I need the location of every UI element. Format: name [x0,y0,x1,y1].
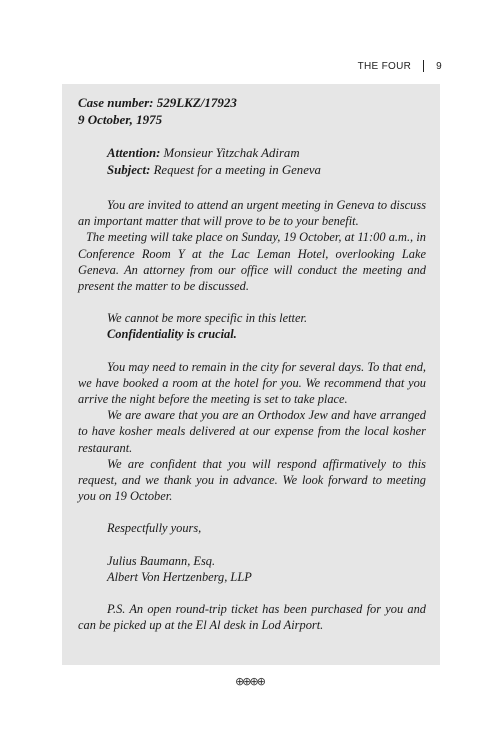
letter-box [62,84,440,665]
letter-date: 9 October, 1975 [78,112,163,127]
paragraph-confidentiality [78,310,426,342]
page-number: 9 [436,60,442,72]
paragraph-invitation [78,197,426,294]
paragraph-invitation-2: The meeting will take place on Sunday, 19 October, at 11:00 a.m., in Conference Room Y at the Lac Leman Hotel, overlooking Lake Geneva. An attorney from our office will conduct the meeting and present the matter to be discussed. [78,230,426,294]
closing: Respectfully yours, [107,521,202,536]
signature-block [78,553,426,585]
attention-block [78,145,426,179]
ornament-glyph-icon: ⊕ [249,675,258,688]
subject-value: Request for a meeting in Geneva [150,163,321,177]
paragraph-logistics-3: We are confident that you will respond affirmatively to this request, and we thank you in advance. We look forward to meeting you on 19 October. [78,456,426,504]
running-head-divider [423,60,424,72]
paragraph-logistics-1: You may need to remain in the city for several days. To that end, we have booked a room at the hotel for you. We recommend that you arrive the night before the meeting is set to take place. [78,359,426,407]
paragraph-logistics-2: We are aware that you are an Orthodox Jew and have arranged to have kosher meals delivered at our expense from the local kosher restaurant. [78,408,426,455]
running-head-title: THE FOUR [357,60,412,72]
ornament-glyph-icon: ⊕ [242,675,251,688]
subject-label: Subject: [107,163,151,177]
confidentiality-sentence: We cannot be more specific in this letter. [107,311,308,326]
signer-firm: Albert Von Hertzenberg, LLP [107,569,252,584]
subject-line [107,162,426,179]
paragraph-logistics [78,359,426,505]
ornament-glyph-icon: ⊕ [235,675,244,688]
confidentiality-emphasis: Confidentiality is crucial. [107,327,237,342]
paragraph-invitation-1: You are invited to attend an urgent meeting in Geneva to discuss an important matter that will prove to be to your benefit. [78,198,427,229]
case-number: Case number: 529LKZ/17923 [78,95,237,110]
attention-line [107,145,426,162]
attention-value: Monsieur Yitzchak Adiram [160,146,300,160]
attention-label: Attention: [107,146,161,160]
postscript: P.S. An open round-trip ticket has been purchased for you and can be picked up at the El Al desk in Lod Airport. [78,602,426,633]
ornament-glyph-icon: ⊕ [256,675,265,688]
section-break-ornament [0,675,500,688]
running-head [358,60,442,72]
signer-name: Julius Baumann, Esq. [107,553,216,568]
